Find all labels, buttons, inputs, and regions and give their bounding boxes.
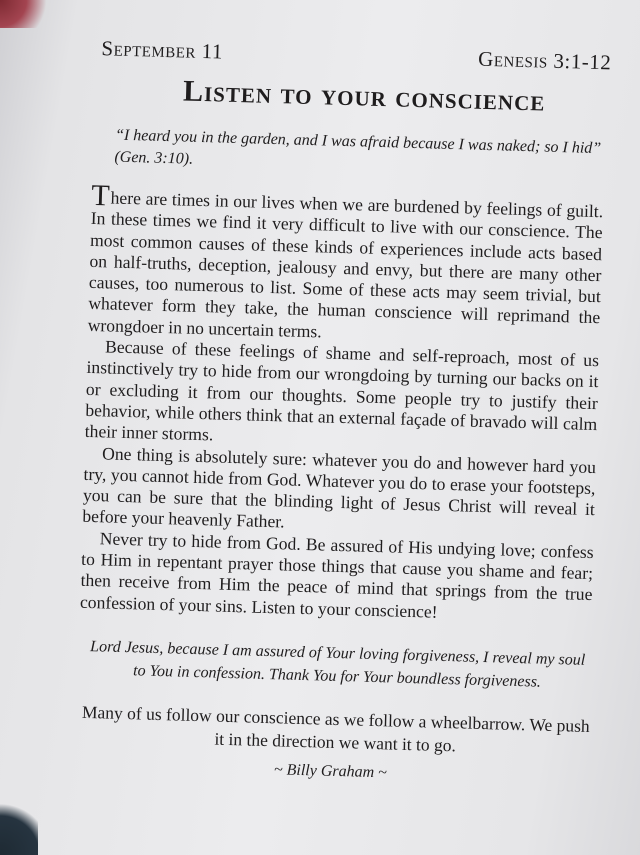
page-title: Listen to your conscience — [182, 74, 546, 118]
prayer: Lord Jesus, because I am assured of Your loving forgiveness, I reveal my soul to You in confession. Thank You for Your boundless forgiveness. — [89, 638, 586, 691]
page-date: September 11 — [101, 36, 224, 64]
closing-quote: Many of us follow our conscience as we follow a wheelbarrow. We push it in the direction we want it to go. — [81, 701, 590, 756]
paragraph-1-text: here are times in our lives when we are burdened by feelings of guilt. In these times we find it very difficult to live with our conscience. The most common causes of these kinds of experiences include acts based on half-truths, deception, jealousy and envy, but there are many other causes, too numerous to list. Some of these acts may seem trivial, but whatever form they take, the human conscience will reprimand the wrongdoer in no uncertain terms. — [87, 187, 604, 342]
paragraph-4: Never try to hide from God. Be assured of His undying love; confess to Him in repentant prayer those things that cause you shame and fear; then receive from Him the peace of mind that springs from the true confession of your sins. Listen to your conscience! — [79, 528, 594, 622]
page-content — [75, 30, 616, 788]
scripture-reference: Genesis 3:1-12 — [477, 46, 612, 75]
paragraph-3: One thing is absolutely sure: whatever you do and however hard you try, you cannot hide from God. Whatever you do to erase your footsteps, you can be sure that the blinding light of Jesus Christ will reveal it before your heavenly Father. — [82, 442, 597, 532]
drop-cap: T — [90, 178, 111, 213]
quote-author: ~ Billy Graham ~ — [273, 761, 388, 782]
background-corner — [0, 795, 38, 855]
key-verse: “I heard you in the garden, and I was afraid because I was naked; so I hid” (Gen. 3:10). — [114, 126, 602, 168]
devotional-body — [79, 178, 604, 627]
book-cover-corner — [0, 0, 60, 28]
paragraph-1 — [87, 178, 604, 350]
page-header — [95, 30, 616, 81]
paragraph-2: Because of these feelings of shame and self-reproach, most of us instinctively try to hide from our wrongdoing by turning our backs on it or excluding it from our thoughts. Some people try to justify their behavior, while others think that an external façade of bravado will calm their inner storms. — [84, 336, 600, 445]
